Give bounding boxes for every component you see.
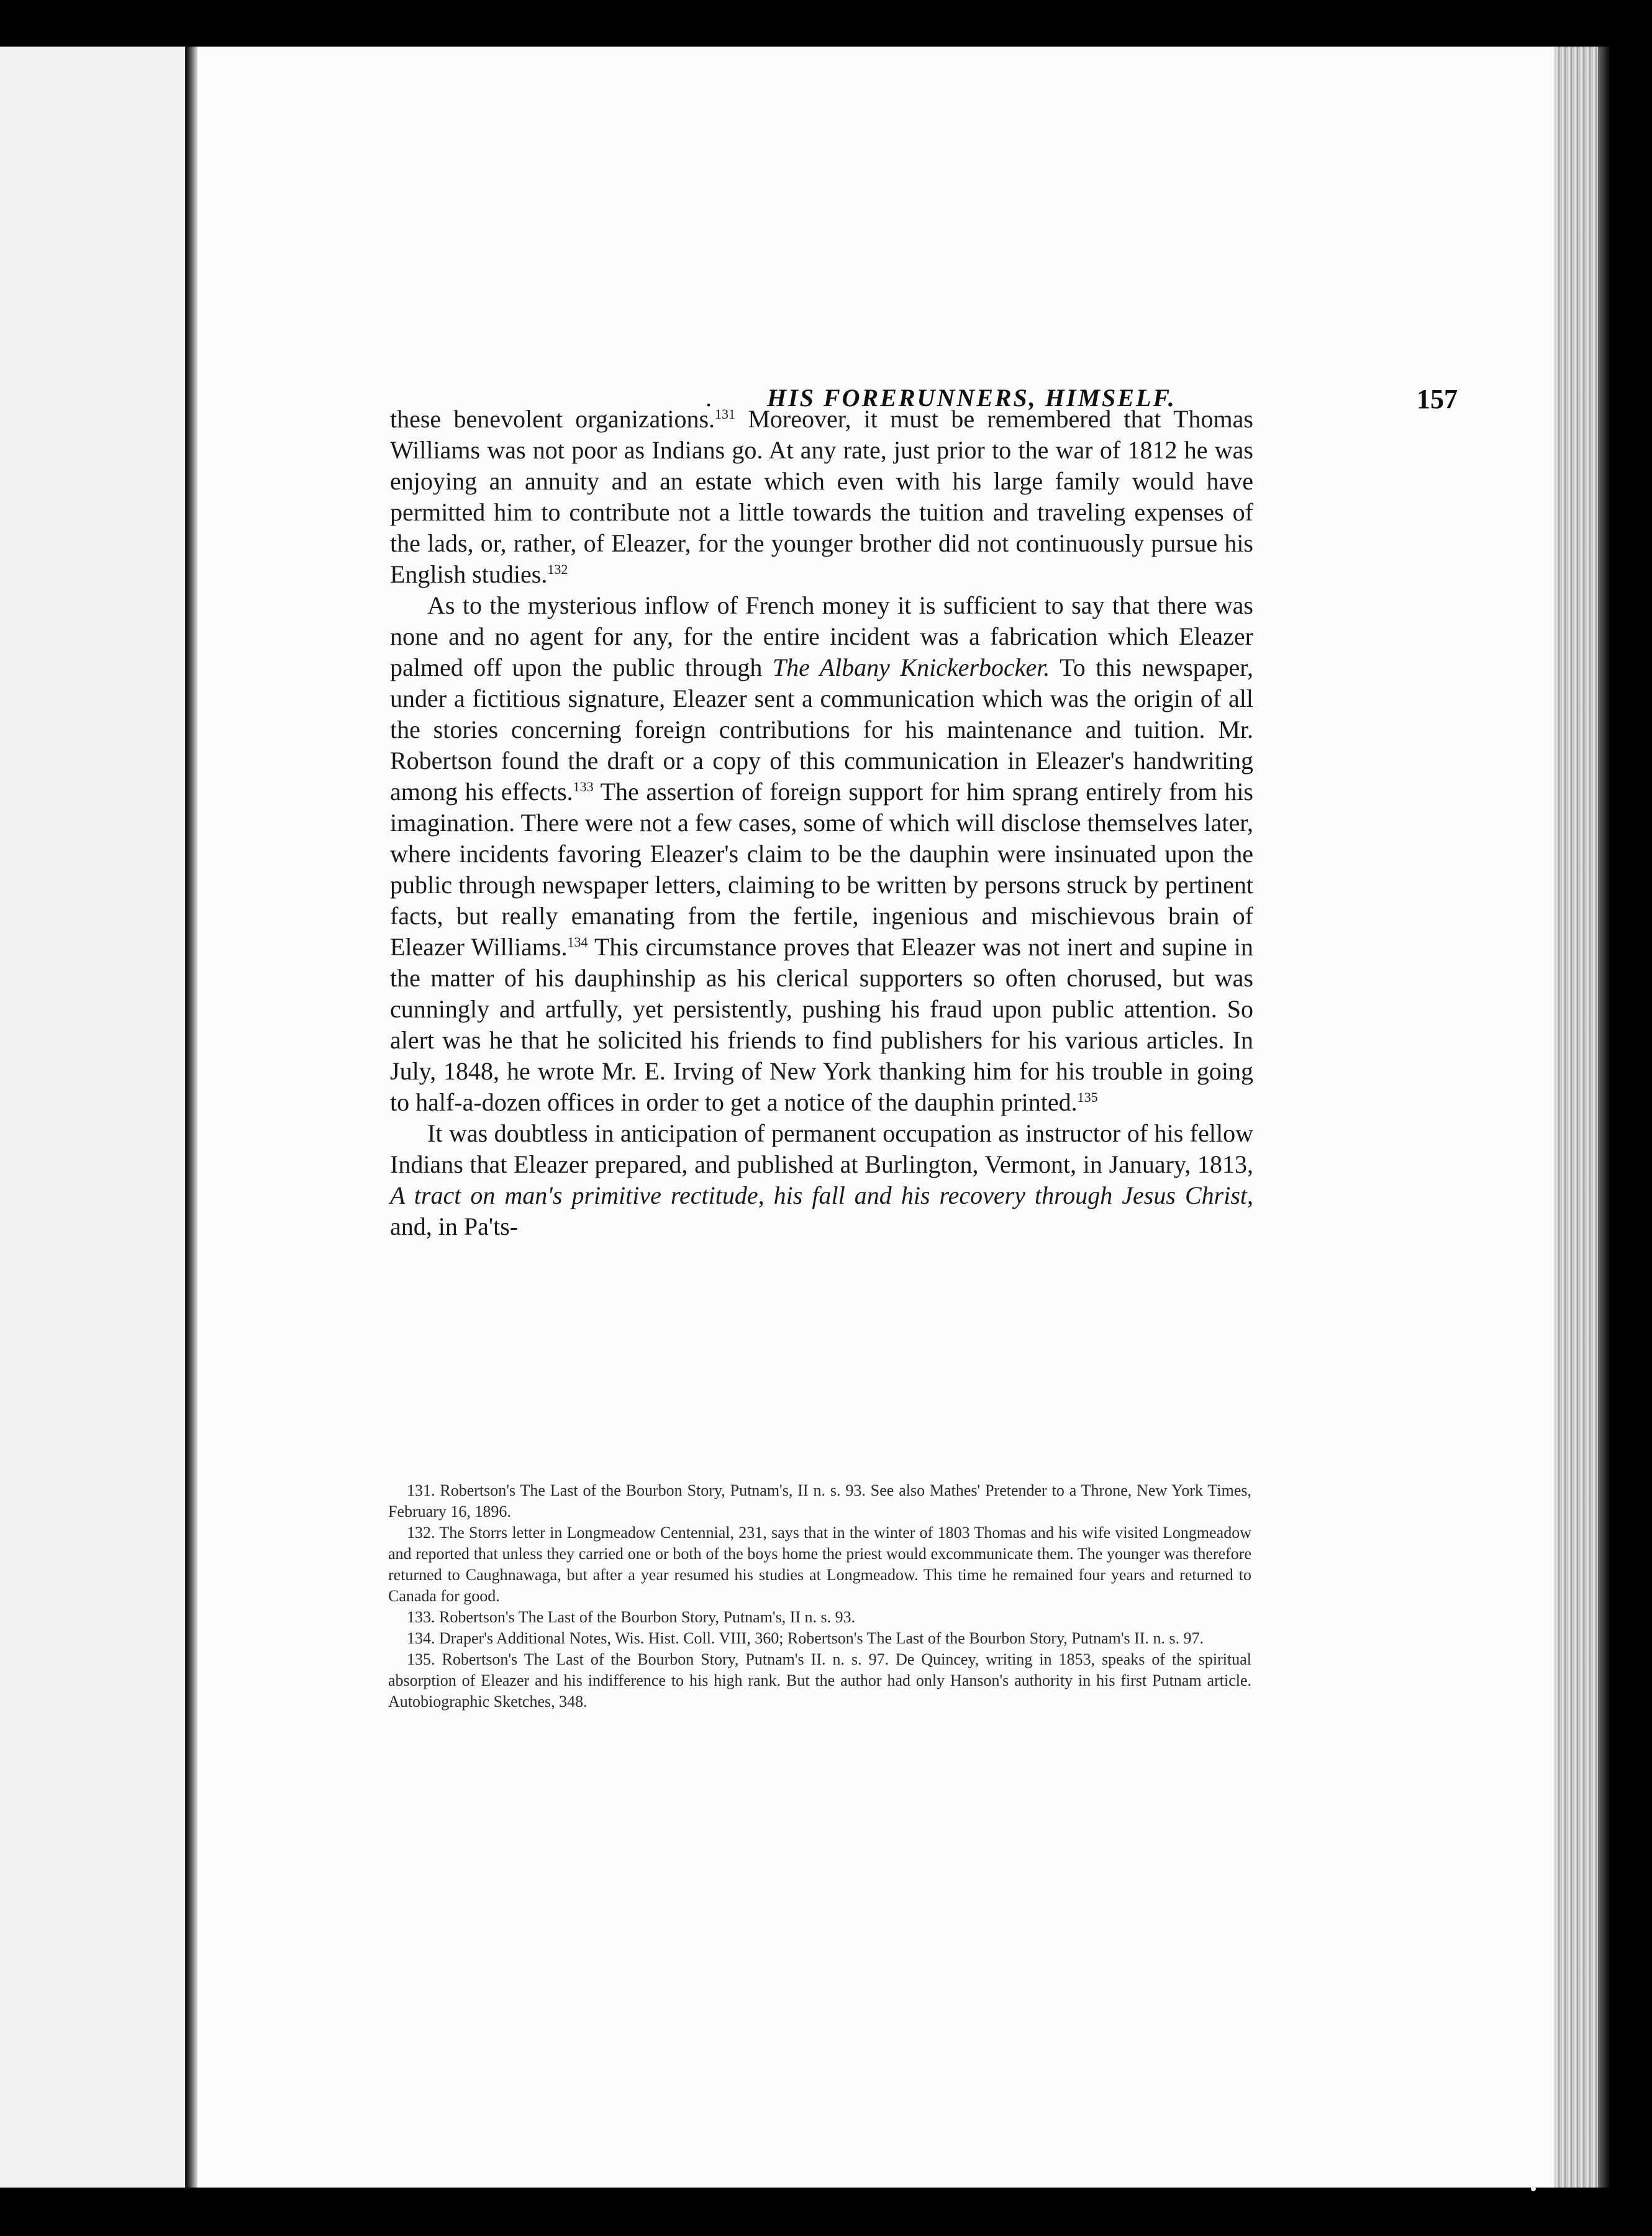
header-dot: . — [706, 384, 712, 412]
footnote-132: 132. The Storrs letter in Longmeadow Centennial, 231, says that in the winter of 1803 Thomas and his wife visited Longmeadow and reported that unless they carried one or both of the boys home the priest would excommunicate them. The younger was therefore returned to Caughnawaga, but after a year resumed his studies at Longmeadow. This time he remained four years and returned to Canada for good. — [388, 1524, 1251, 1605]
page-stack-edge — [1554, 47, 1598, 2188]
paragraph-3 — [390, 1118, 1253, 1242]
footnote-135: 135. Robertson's The Last of the Bourbon Story, Putnam's II. n. s. 97. De Quincey, writing in 1853, speaks of the spiritual absorption of Eleazer and his indifference to his high rank. But the author had only Hanson's authority in his first Putnam article. Autobiographic Sketches, 348. — [388, 1650, 1251, 1711]
footnote-ref-132: 132 — [547, 561, 568, 577]
running-head: HIS FORERUNNERS, HIMSELF. — [767, 384, 1176, 412]
p3-text-b: and, in Pa'ts- — [390, 1212, 519, 1240]
footnotes — [388, 1480, 1251, 1712]
p2-text-d: This circumstance proves that Eleazer was not inert and supine in the matter of his dauphinship as his clerical supporters so often chorused, but was cunningly and artfully, yet persistently, pushing his fraud upon public attention. So alert was he that he solicited his friends to find publishers for his various articles. In July, 1848, he wrote Mr. E. Irving of New York thanking him for his trouble in going to half-a-dozen offices in order to get a notice of the dauphin printed. — [390, 933, 1254, 1116]
p1-text-a: these benevolent organizations. — [390, 405, 715, 433]
page-stack-shadow — [1598, 47, 1610, 2188]
footnote-133: 133. Robertson's The Last of the Bourbon Story, Putnam's, II n. s. 93. — [407, 1608, 856, 1626]
p2-text-b: To this newspaper, under a fictitious signature, Eleazer sent a communication which was the origin of all the stories concerning foreign contributions for his maintenance and tuition. Mr. Robertson found the draft or a copy of this communication in Eleazer's handwriting among his effects. — [390, 653, 1253, 806]
footnote-ref-134: 134 — [567, 934, 588, 950]
footnote-131: 131. Robertson's The Last of the Bourbon Story, Putnam's, II n. s. 93. See also Mathes' Pretender to a Throne, New York Times, February 16, 1896. — [388, 1481, 1251, 1520]
body-text — [390, 404, 1253, 1242]
footnote-134: 134. Draper's Additional Notes, Wis. Hist. Coll. VIII, 360; Robertson's The Last of the Bourbon Story, Putnam's II. n. s. 97. — [407, 1629, 1204, 1647]
paragraph-1 — [390, 404, 1253, 590]
footnote-ref-131: 131 — [715, 406, 736, 422]
p1-text-b: Moreover, it must be remembered that Thomas Williams was not poor as Indians go. At any rate, just prior to the war of 1812 he was enjoying an annuity and an estate which even with his large family would have permitted him to contribute not a little towards the tuition and traveling expenses of the lads, or, rather, of Eleazer, for the younger brother did not continuously pursue his English studies. — [390, 405, 1253, 588]
tract-title: A tract on man's primitive rectitude, his fall and his recovery through Jesus Christ, — [390, 1181, 1253, 1209]
footnote-ref-135: 135 — [1077, 1089, 1098, 1105]
book-gutter — [186, 47, 197, 2188]
footnote-ref-133: 133 — [573, 779, 594, 794]
p2-text-c: The assertion of foreign support for him sprang entirely from his imagination. There were not a few cases, some of which will disclose themselves later, where incidents favoring Eleazer's claim to be the dauphin were insinuated upon the public through newspaper letters, claiming to be written by persons struck by pertinent facts, but really emanating from the fertile, ingenious and mischievous brain of Eleazer Williams. — [390, 778, 1253, 961]
paragraph-2 — [390, 590, 1253, 1118]
scan-speck — [1531, 2186, 1536, 2191]
facing-page-edge — [0, 47, 188, 2188]
p2-text-a: As to the mysterious inflow of French money it is sufficient to say that there was none and no agent for any, for the entire incident was a fabrication which Eleazer palmed off upon the public through — [390, 591, 1253, 681]
p3-text-a: It was doubtless in anticipation of permanent occupation as instructor of his fellow Indians that Eleazer prepared, and published at Burlington, Vermont, in January, 1813, — [390, 1119, 1253, 1178]
page-number: 157 — [1417, 384, 1458, 414]
newspaper-title: The Albany Knickerbocker. — [772, 653, 1050, 681]
